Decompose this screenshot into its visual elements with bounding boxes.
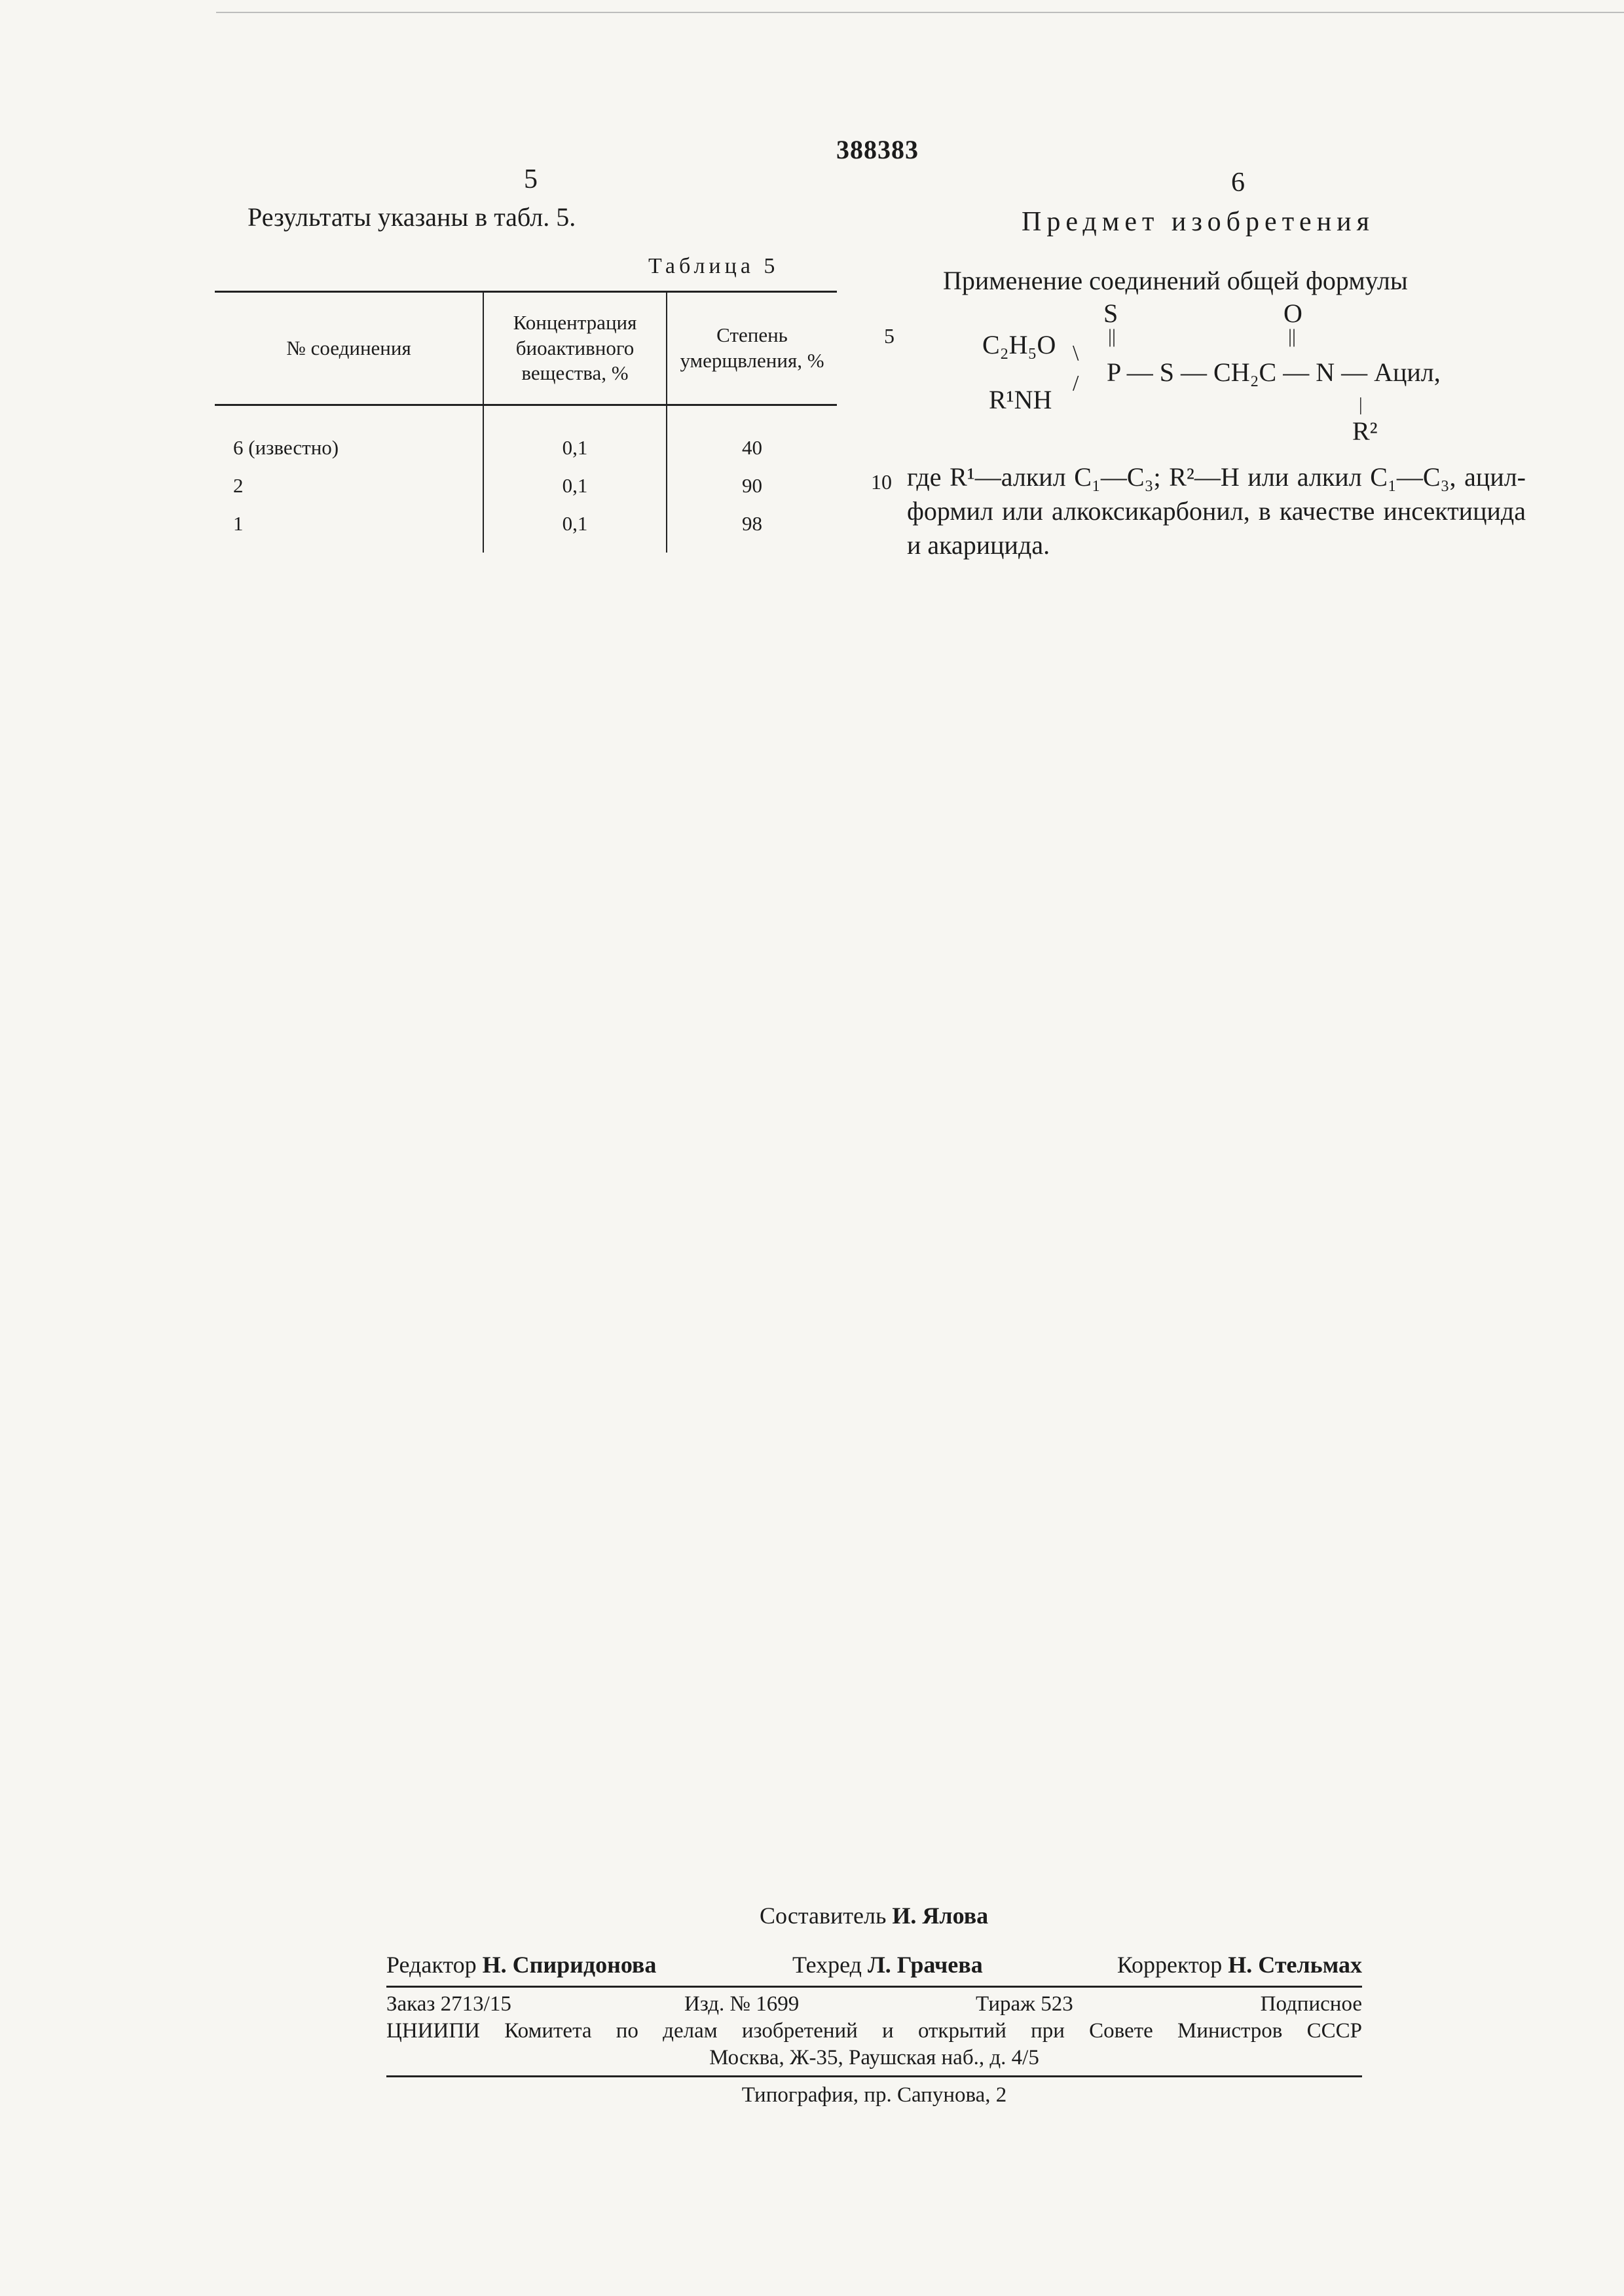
order-number: Заказ 2713/15: [386, 1992, 511, 2016]
formula-ethoxy-group: C₂H₅O: [982, 330, 1056, 359]
right-page-number: 6: [1231, 168, 1245, 198]
results-table: [215, 291, 837, 553]
compiler-line: [760, 1902, 988, 1929]
table-row: [215, 405, 837, 467]
formula-oxygen: O: [1283, 299, 1302, 328]
table-header-compound: № соединения: [286, 336, 411, 359]
techred-name: Л. Грачева: [867, 1952, 983, 1978]
formula-sulfur: S: [1103, 299, 1118, 328]
claim-text: где R¹—алкил C₁—C₃; R²—H или алкил C₁—C₃, ацил-формил или алкоксикарбонил, в качестве инсектицида и акарицида.: [907, 462, 1526, 560]
address-line: Москва, Ж-35, Раушская наб., д. 4/5: [709, 2046, 1039, 2069]
formula-vertical-bond: |: [1359, 395, 1363, 415]
techred-credit: [792, 1951, 983, 1978]
left-page-number: 5: [524, 164, 538, 194]
corrector-name: Н. Стельмах: [1228, 1952, 1362, 1978]
table-cell: 90: [667, 467, 837, 505]
table-title: Таблица 5: [648, 254, 779, 278]
margin-line-number: 5: [884, 324, 895, 348]
table-cell: 0,1: [483, 405, 667, 467]
table-row: [215, 467, 837, 505]
compiler-label: Составитель: [760, 1903, 887, 1929]
table-header-concentration: Концентрация биоактивного вещества, %: [483, 292, 667, 405]
formula-r2: R²: [1352, 416, 1378, 446]
formula-amino-group: R¹NH: [989, 385, 1052, 414]
table-header-mortality: Степень умерщвления, %: [667, 292, 837, 405]
corrector-credit: [1117, 1951, 1362, 1978]
corrector-label: Корректор: [1116, 1952, 1223, 1978]
editor-label: Редактор: [386, 1952, 477, 1978]
techred-label: Техред: [792, 1952, 862, 1978]
table-header-row: [215, 292, 837, 405]
footer-rule: [386, 1986, 1362, 1988]
table-cell: 0,1: [483, 467, 667, 505]
order-row: [386, 1992, 1362, 2020]
chemical-formula: [963, 298, 1539, 458]
formula-main-chain: P — S — CH₂C — N — Ацил,: [1107, 357, 1441, 387]
table-cell: 40: [667, 405, 837, 467]
formula-bond-upper: \: [1073, 341, 1079, 365]
compiler-name: И. Ялова: [892, 1903, 989, 1929]
table-cell: 98: [667, 505, 837, 553]
table-row: [215, 505, 837, 553]
printing-house-line: Типография, пр. Сапунова, 2: [741, 2083, 1007, 2107]
subscription-label: Подписное: [1260, 1992, 1362, 2016]
editor-credit: [386, 1951, 656, 1978]
organization-line: ЦНИИПИ Комитета по делам изобретений и открытий при Совете Министров СССР: [386, 2019, 1362, 2043]
claim-title: Предмет изобретения: [1022, 207, 1375, 237]
table-cell: 2: [233, 474, 244, 497]
margin-line-number: 10: [871, 470, 892, 494]
formula-double-bond: ||: [1108, 325, 1116, 347]
edition-number: Изд. № 1699: [684, 1992, 800, 2016]
page-top-rule: [216, 12, 1624, 13]
print-run: Тираж 523: [976, 1992, 1073, 2016]
table-cell: 1: [233, 512, 244, 535]
table-cell: 0,1: [483, 505, 667, 553]
editor-name: Н. Спиридонова: [482, 1952, 657, 1978]
results-text: Результаты указаны в табл. 5.: [248, 202, 576, 232]
table-cell: 6 (известно): [233, 436, 339, 459]
claim-intro: Применение соединений общей формулы: [943, 266, 1408, 295]
formula-bond-lower: /: [1073, 371, 1079, 395]
footer-rule: [386, 2075, 1362, 2077]
staff-row: [386, 1951, 1362, 1981]
patent-number: 388383: [836, 135, 919, 164]
formula-double-bond: ||: [1288, 325, 1297, 347]
